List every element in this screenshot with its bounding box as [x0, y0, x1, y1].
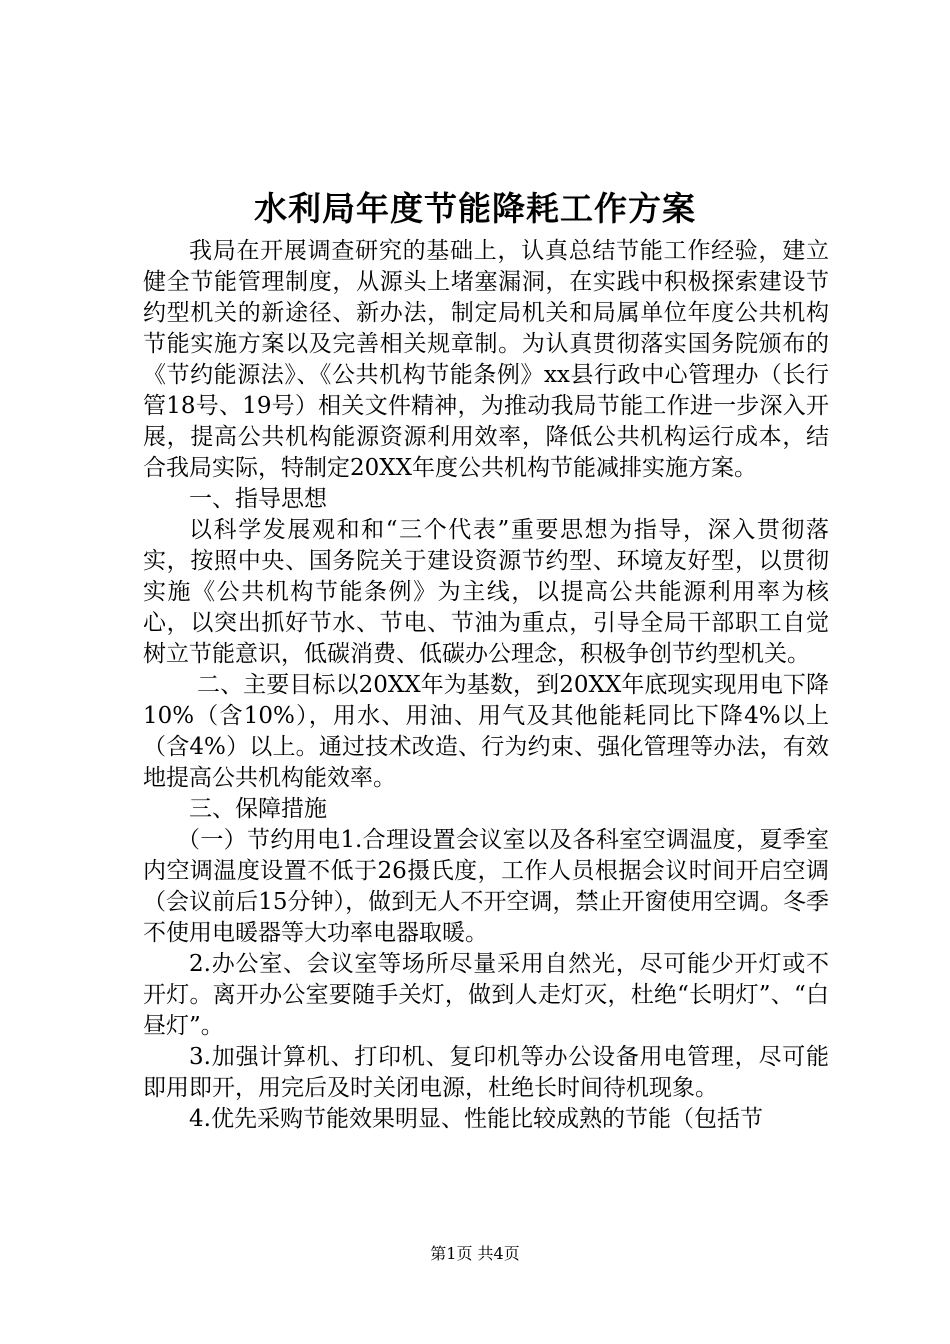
document-title: 水利局年度节能降耗工作方案 [254, 189, 696, 228]
section-heading-guiding-ideology: 一、指导思想 [189, 486, 327, 512]
section-heading-safeguard-measures: 三、保障措施 [189, 796, 327, 822]
paragraph-item-2: 2.办公室、会议室等场所尽量采用自然光，尽可能少开灯或不开灯。离开办公室要随手关灯，做到人走灯灭，杜绝“长明灯”、“白昼灯”。 [143, 951, 829, 1039]
paragraph-main-goals: 二、主要目标以20XX年为基数，到20XX年底现实现用电下降10%（含10%），用水、用油、用气及其他能耗同比下降4%以上（含4%）以上。通过技术改造、行为约束、强化管理等办法，有效地提高公共机构能效率。 [143, 672, 829, 791]
paragraph-save-electricity: （一）节约用电1.合理设置会议室以及各科室空调温度，夏季室内空调温度设置不低于26摄氏度，工作人员根据会议时间开启空调（会议前后15分钟），做到无人不开空调，禁止开窗使用空调。冬季不使用电暖器等大功率电器取暖。 [143, 827, 829, 946]
paragraph-item-4: 4.优先采购节能效果明显、性能比较成熟的节能（包括节 [189, 1106, 763, 1132]
paragraph-guiding-ideology: 以科学发展观和和“三个代表”重要思想为指导，深入贯彻落实，按照中央、国务院关于建设资源节约型、环境友好型，以贯彻实施《公共机构节能条例》为主线，以提高公共能源利用率为核心，以突出抓好节水、节电、节油为重点，引导全局干部职工自觉树立节能意识，低碳消费、低碳办公理念，积极争创节约型机关。 [143, 517, 829, 667]
page-footer: 第1页 共4页 [430, 1244, 520, 1263]
paragraph-intro: 我局在开展调查研究的基础上，认真总结节能工作经验，建立健全节能管理制度，从源头上堵塞漏洞，在实践中积极探索建设节约型机关的新途径、新办法，制定局机关和局属单位年度公共机构节能实施方案以及完善相关规章制。为认真贯彻落实国务院颁布的《节约能源法》、《公共机构节能条例》xx县行政中心管理办（长行管18号、19号）相关文件精神，为推动我局节能工作进一步深入开展，提高公共机构能源资源利用效率，降低公共机构运行成本，结合我局实际，特制定20XX年度公共机构节能减排实施方案。 [143, 238, 829, 481]
paragraph-item-3: 3.加强计算机、打印机、复印机等办公设备用电管理，尽可能即用即开，用完后及时关闭电源，杜绝长时间待机现象。 [143, 1044, 829, 1101]
document-body [143, 236, 829, 1135]
